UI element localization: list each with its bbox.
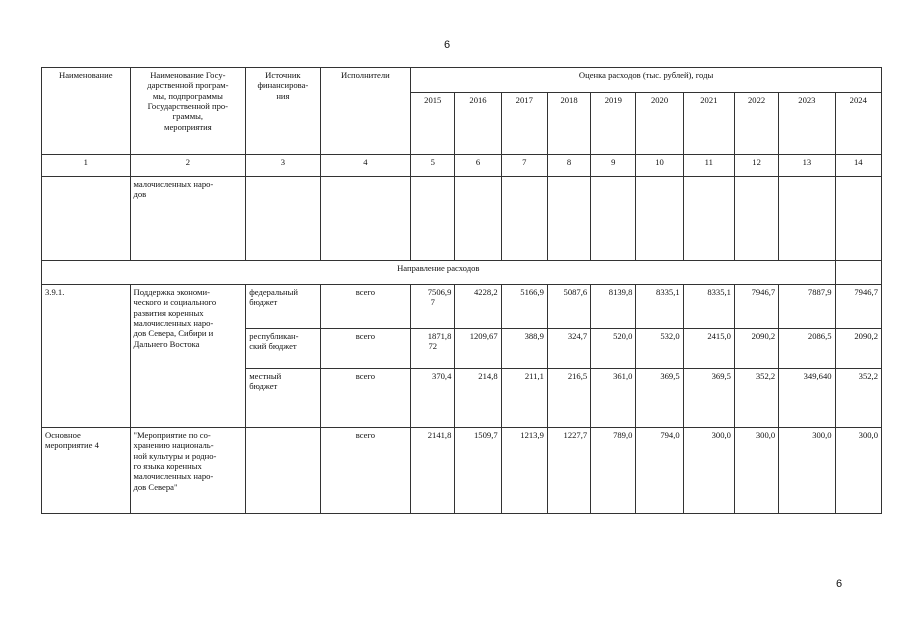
main-activity-code [42, 428, 131, 514]
value-cell: 300,0 [683, 428, 734, 514]
value-cell: 214,8 [455, 369, 501, 428]
cell-empty [42, 177, 131, 261]
value-cell: 324,7 [547, 329, 590, 369]
value-cell: 1209,67 [455, 329, 501, 369]
value-cell: 361,0 [591, 369, 636, 428]
column-number: 7 [501, 155, 547, 177]
item-name-line: Поддержка экономи- [133, 287, 210, 297]
column-number: 9 [591, 155, 636, 177]
source-line: ский бюджет [249, 341, 297, 352]
year-cell: 2022 [734, 93, 778, 155]
header-program-line: мы, подпрограммы [152, 90, 223, 101]
main-name-line: го языка коренных [133, 460, 202, 471]
main-name-line: ной культуры и родно- [133, 450, 217, 461]
table-row [42, 428, 882, 514]
value-cell: 8335,1 [636, 285, 683, 329]
cell-empty [636, 177, 683, 261]
value-cell: 7946,7 [734, 285, 778, 329]
column-number: 1 [42, 155, 131, 177]
cell-empty [835, 177, 881, 261]
value-cell: 8335,1 [683, 285, 734, 329]
year-cell: 2017 [501, 93, 547, 155]
executor: всего [320, 428, 411, 514]
item-name-line: малочисленных наро- [133, 317, 214, 328]
value-line: 7506,9 [427, 287, 452, 297]
value-cell: 7887,9 [779, 285, 835, 329]
cell-empty [547, 177, 590, 261]
funding-source [246, 369, 320, 428]
value-cell: 216,5 [547, 369, 590, 428]
header-program-name [130, 68, 246, 155]
source-line: местный [249, 371, 282, 381]
value-cell: 211,1 [501, 369, 547, 428]
column-number: 6 [455, 155, 501, 177]
column-number-row [42, 155, 882, 177]
header-program-line: мероприятия [164, 121, 212, 132]
column-number: 13 [779, 155, 835, 177]
value-cell: 300,0 [835, 428, 881, 514]
value-cell: 2141,8 [411, 428, 455, 514]
value-cell: 2086,5 [779, 329, 835, 369]
header-name: Наименование [42, 68, 131, 155]
value-cell: 2415,0 [683, 329, 734, 369]
table-row [42, 285, 882, 329]
header-estimate: Оценка расходов (тыс. рублей), годы [411, 68, 882, 93]
value-cell: 1509,7 [455, 428, 501, 514]
value-cell: 2090,2 [835, 329, 881, 369]
column-number: 5 [411, 155, 455, 177]
funding-source [246, 329, 320, 369]
value-cell: 352,2 [734, 369, 778, 428]
value-line: 7 [430, 297, 435, 308]
header-program-line: дарственной програм- [147, 80, 229, 91]
item-name-line: Дальнего Востока [133, 338, 200, 349]
continued-row [42, 177, 882, 261]
page-number-top: 6 [444, 39, 451, 51]
main-name-line: малочисленных наро- [133, 471, 214, 482]
year-cell: 2024 [835, 93, 881, 155]
item-name [130, 285, 246, 428]
year-cell: 2021 [683, 93, 734, 155]
column-number: 2 [130, 155, 246, 177]
funding-source [246, 285, 320, 329]
column-number: 12 [734, 155, 778, 177]
column-number: 3 [246, 155, 320, 177]
continued-name [130, 177, 246, 261]
cell-empty [734, 177, 778, 261]
cell-empty [591, 177, 636, 261]
cell-empty [246, 428, 320, 514]
value-cell: 1227,7 [547, 428, 590, 514]
source-line: республикан- [249, 331, 299, 341]
header-program-line: Наименование Госу- [150, 70, 226, 80]
value-cell: 7946,7 [835, 285, 881, 329]
executor: всего [320, 329, 411, 369]
value-cell: 388,9 [501, 329, 547, 369]
budget-table [41, 67, 882, 514]
cell-empty [683, 177, 734, 261]
executor: всего [320, 285, 411, 329]
header-program-line: Государственной про- [147, 100, 229, 111]
source-line: бюджет [249, 297, 278, 308]
cell-empty [455, 177, 501, 261]
year-cell: 2019 [591, 93, 636, 155]
year-cell: 2018 [547, 93, 590, 155]
value-cell: 520,0 [591, 329, 636, 369]
cell-empty [320, 177, 411, 261]
executor: всего [320, 369, 411, 428]
header-source-line: финансирова- [257, 80, 309, 91]
section-title: Направление расходов [42, 261, 836, 285]
value-line: 1871,8 [427, 331, 452, 341]
cell-empty [246, 177, 320, 261]
cell-empty [501, 177, 547, 261]
value-cell: 2090,2 [734, 329, 778, 369]
header-source-line: Источник [265, 70, 301, 80]
value-cell: 352,2 [835, 369, 881, 428]
value-cell: 5166,9 [501, 285, 547, 329]
cell-empty [411, 177, 455, 261]
section-row [42, 261, 882, 285]
value-cell: 5087,6 [547, 285, 590, 329]
page-number-bottom: 6 [836, 578, 843, 590]
value-2015 [411, 285, 455, 329]
year-cell: 2020 [636, 93, 683, 155]
item-name-line: ческого и социального [133, 297, 217, 308]
item-name-line: развития коренных [133, 307, 204, 318]
continued-line: дов [133, 189, 147, 200]
value-line: 72 [428, 341, 438, 352]
value-cell: 370,4 [411, 369, 455, 428]
value-cell: 1213,9 [501, 428, 547, 514]
column-number: 10 [636, 155, 683, 177]
value-cell: 369,5 [683, 369, 734, 428]
value-cell: 300,0 [779, 428, 835, 514]
value-2015 [411, 329, 455, 369]
code-line: Основное [45, 430, 81, 440]
header-row [42, 68, 882, 93]
continued-line: малочисленных наро- [133, 179, 214, 189]
source-line: федеральный [249, 287, 299, 297]
column-number: 8 [547, 155, 590, 177]
header-executors: Исполнители [320, 68, 411, 155]
column-number: 4 [320, 155, 411, 177]
year-cell: 2023 [779, 93, 835, 155]
header-program-line: граммы, [172, 111, 204, 122]
value-cell: 4228,2 [455, 285, 501, 329]
cell-empty [779, 177, 835, 261]
value-cell: 300,0 [734, 428, 778, 514]
header-source-line: ния [276, 90, 290, 101]
source-line: бюджет [249, 381, 278, 392]
main-activity-name [130, 428, 246, 514]
item-code: 3.9.1. [42, 285, 131, 428]
value-cell: 532,0 [636, 329, 683, 369]
item-name-line: дов Севера, Сибири и [133, 328, 214, 339]
main-name-line: дов Севера" [133, 481, 178, 492]
value-cell: 369,5 [636, 369, 683, 428]
value-cell: 794,0 [636, 428, 683, 514]
column-number: 14 [835, 155, 881, 177]
value-cell: 789,0 [591, 428, 636, 514]
code-line: мероприятие 4 [45, 440, 99, 451]
value-cell: 349,640 [779, 369, 835, 428]
cell-empty [835, 261, 881, 285]
year-cell: 2016 [455, 93, 501, 155]
main-name-line: "Мероприятие по со- [133, 430, 211, 440]
header-funding-source [246, 68, 320, 155]
main-name-line: хранению националь- [133, 440, 214, 451]
value-cell: 8139,8 [591, 285, 636, 329]
year-cell: 2015 [411, 93, 455, 155]
column-number: 11 [683, 155, 734, 177]
